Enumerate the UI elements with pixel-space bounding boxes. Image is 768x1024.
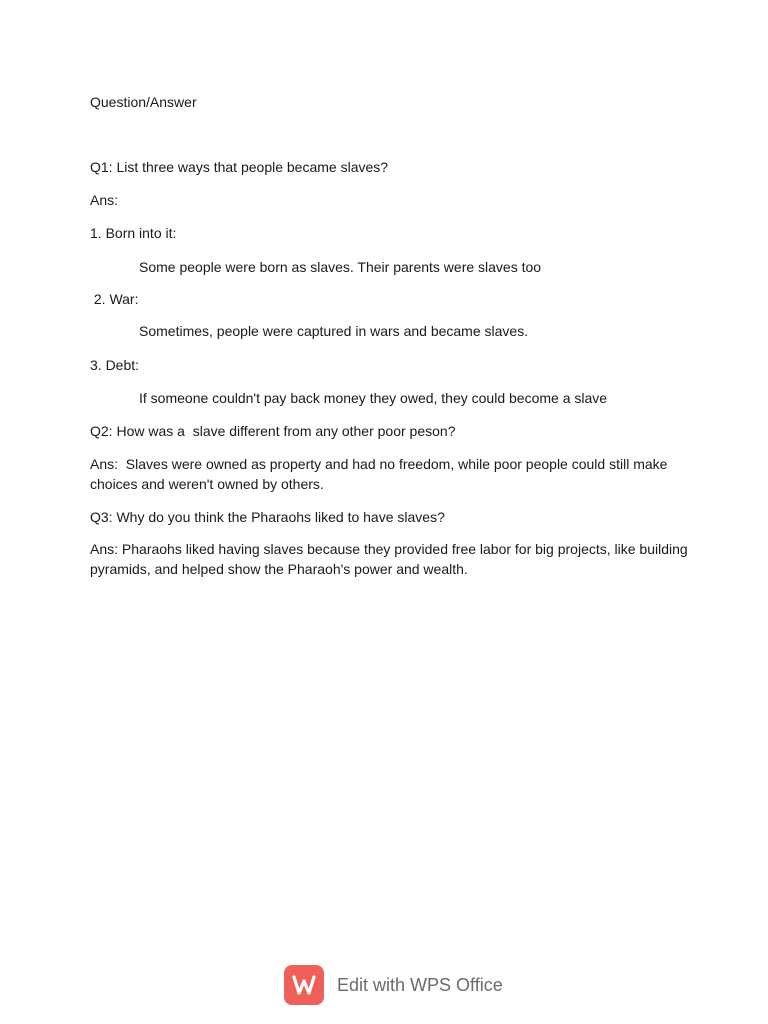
question-3: Q3: Why do you think the Pharaohs liked to have slaves?	[90, 509, 445, 525]
wps-w-glyph	[291, 972, 317, 998]
question-1: Q1: List three ways that people became slaves?	[90, 159, 389, 175]
answer-1-item-3-detail: If someone couldn't pay back money they owed, they could become a slave	[139, 390, 608, 406]
wps-logo-icon	[284, 965, 324, 1005]
answer-2: Ans: Slaves were owned as property and had no freedom, while poor people could still make choices and weren't owned by others.	[90, 456, 672, 492]
wps-badge-label: Edit with WPS Office	[337, 974, 503, 995]
edit-with-wps-button[interactable]	[284, 965, 503, 1005]
answer-1-item-1-detail: Some people were born as slaves. Their parents were slaves too	[139, 259, 542, 275]
answer-1-label: Ans:	[90, 192, 119, 208]
answer-1-item-2-detail: Sometimes, people were captured in wars and became slaves.	[139, 323, 529, 339]
question-2: Q2: How was a slave different from any other poor peson?	[90, 423, 456, 439]
answer-1-item-3-title: 3. Debt:	[90, 357, 140, 373]
document-heading: Question/Answer	[90, 94, 197, 110]
answer-3: Ans: Pharaohs liked having slaves because they provided free labor for big projects, like building pyramids, and helped show the Pharaoh's power and wealth.	[90, 541, 688, 577]
answer-1-item-1-title: 1. Born into it:	[90, 225, 177, 241]
answer-1-item-2-title: 2. War:	[90, 291, 139, 307]
